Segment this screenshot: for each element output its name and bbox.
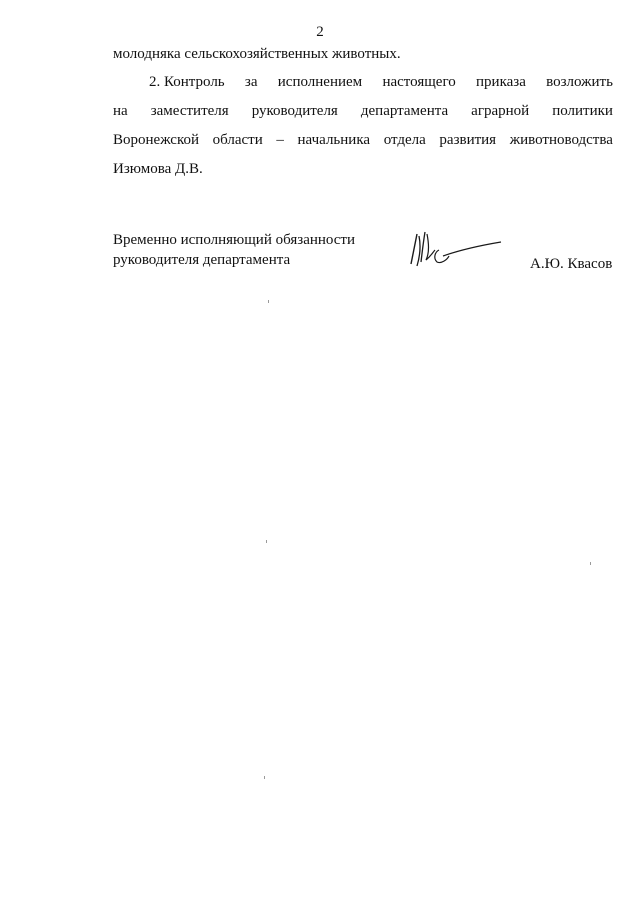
word: заместителя bbox=[150, 103, 229, 119]
paragraph-line-3 bbox=[113, 126, 613, 155]
paragraph-2 bbox=[113, 68, 613, 184]
page-number: 2 bbox=[316, 24, 324, 40]
signer-position bbox=[113, 230, 355, 270]
word: начальника bbox=[297, 132, 371, 148]
word: политики bbox=[552, 103, 613, 119]
scan-speck bbox=[264, 776, 265, 779]
word: приказа bbox=[476, 74, 526, 90]
word: возложить bbox=[546, 74, 613, 90]
word: за bbox=[244, 74, 258, 90]
word: исполнением bbox=[277, 74, 363, 90]
word: – bbox=[276, 132, 284, 148]
handwritten-signature bbox=[405, 226, 505, 270]
word: 2. Контроль bbox=[149, 74, 225, 90]
scan-speck bbox=[266, 540, 267, 543]
paragraph-line-4: Изюмова Д.В. bbox=[113, 161, 203, 177]
word: области bbox=[212, 132, 263, 148]
signer-name: А.Ю. Квасов bbox=[530, 256, 613, 272]
word: Воронежской bbox=[113, 132, 199, 148]
word: департамента bbox=[360, 103, 449, 119]
word: животноводства bbox=[509, 132, 613, 148]
continuation-line: молодняка сельскохозяйственных животных. bbox=[113, 46, 401, 62]
word: на bbox=[113, 103, 128, 119]
word: аграрной bbox=[471, 103, 530, 119]
signer-position-line-1: Временно исполняющий обязанности bbox=[113, 232, 356, 248]
word: руководителя bbox=[251, 103, 338, 119]
continuation-text bbox=[113, 40, 613, 69]
paragraph-line-1 bbox=[113, 68, 613, 97]
word: отдела bbox=[383, 132, 426, 148]
signer-position-line-2: руководителя департамента bbox=[113, 252, 291, 268]
scan-speck bbox=[590, 562, 591, 565]
paragraph-line-2 bbox=[113, 97, 613, 126]
scan-speck bbox=[268, 300, 269, 303]
word: настоящего bbox=[382, 74, 456, 90]
word: развития bbox=[439, 132, 497, 148]
